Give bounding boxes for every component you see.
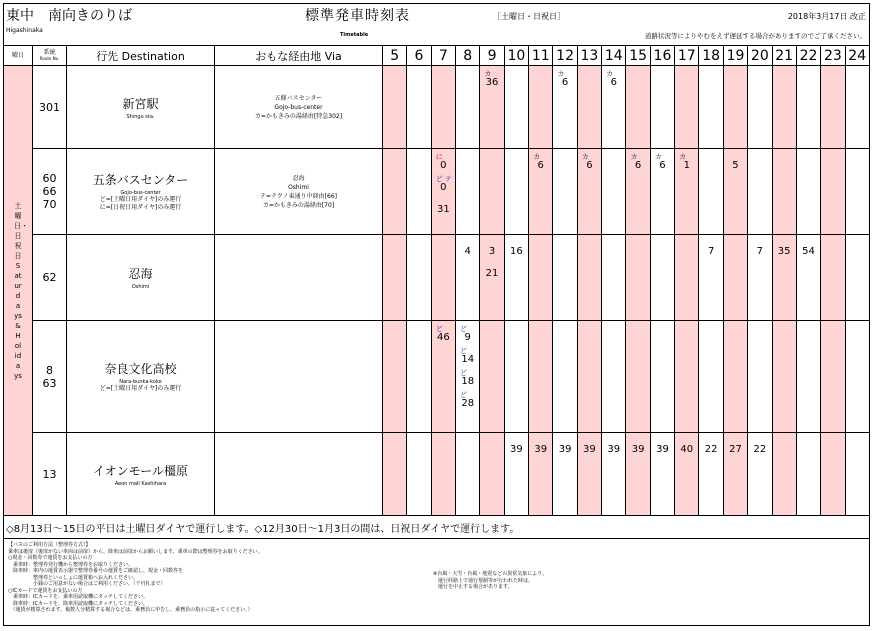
hour-cell-12 <box>553 149 577 235</box>
hour-cell-19 <box>723 235 747 321</box>
destination-name-en: Aeon mall Kashihara <box>114 480 167 487</box>
route-number: 60 66 70 <box>33 149 67 235</box>
hour-cell-12 <box>553 66 577 149</box>
hour-cell-14 <box>602 321 626 433</box>
footer-line: 運行経路上で通行規制等が行われた時は、 <box>433 577 534 584</box>
hour-header-9: 9 <box>480 46 504 66</box>
hour-cell-23 <box>821 149 845 235</box>
departure-minute: 6 <box>586 160 593 171</box>
destination-name: 五条バスセンター <box>92 173 189 187</box>
hour-cell-9 <box>480 66 504 149</box>
hour-cell-21 <box>772 433 796 516</box>
hour-header-17: 17 <box>675 46 699 66</box>
day-column-header: 曜日 <box>4 46 33 66</box>
hour-cell-24 <box>845 66 869 149</box>
hour-cell-23 <box>821 433 845 516</box>
hour-cell-7 <box>431 321 455 433</box>
hour-header-16: 16 <box>650 46 674 66</box>
departure-minute: 14 <box>461 354 475 365</box>
hour-cell-9 <box>480 235 504 321</box>
destination-column-header: 行先 Destination <box>67 46 215 66</box>
hour-cell-19 <box>723 66 747 149</box>
hour-cell-15 <box>626 235 650 321</box>
route-number: 62 <box>33 235 67 321</box>
hour-cell-13 <box>577 321 601 433</box>
hour-cell-10 <box>504 66 528 149</box>
hour-header-23: 23 <box>821 46 845 66</box>
departure-minute: 9 <box>464 332 471 343</box>
footer-line: ○現金・回数券で運賃をお支払いの方 <box>8 555 93 561</box>
departure-minute: 6 <box>537 160 544 171</box>
minute-mark: カ <box>484 70 492 78</box>
departure-minute: 6 <box>561 77 569 88</box>
day-type-vertical-label: 土曜日・日祝日 Saturdays & Holidays <box>14 201 28 380</box>
route-number: 301 <box>33 66 67 149</box>
hour-cell-6 <box>407 149 431 235</box>
hour-header-6: 6 <box>407 46 431 66</box>
minute-mark: カ <box>679 153 687 161</box>
destination <box>67 235 215 321</box>
hour-cell-21 <box>772 235 796 321</box>
hour-cell-6 <box>407 433 431 516</box>
destination-name-en: Gojo-bus-center <box>120 190 161 196</box>
destination-note: に=[日祝日用ダイヤ]のみ運行 <box>99 204 182 211</box>
hour-cell-10 <box>504 321 528 433</box>
minute-mark: ど テ <box>435 175 452 183</box>
minute-mark: カ <box>606 70 614 78</box>
minute-mark: に <box>435 153 443 161</box>
hour-cell-9 <box>480 149 504 235</box>
footer-line: 降車時：ICカードを、降車用読取機にタッチしてください。 <box>8 600 148 607</box>
via-line: テ=テクノ東通り中経由[66] <box>260 192 337 200</box>
hour-cell-14 <box>602 149 626 235</box>
hour-cell-24 <box>845 321 869 433</box>
destination <box>67 66 215 149</box>
hour-cell-12 <box>553 235 577 321</box>
footer-line: （運賃が精算されます。複数人分精算する場合などは、乗務員に申告し、乗務員の指示に従ってください。） <box>8 607 253 613</box>
hour-cell-15 <box>626 66 650 149</box>
destination <box>67 149 215 235</box>
departure-minute: 36 <box>485 77 499 88</box>
route-number: 8 63 <box>33 321 67 433</box>
hour-cell-11 <box>529 235 553 321</box>
via-stops <box>215 433 383 516</box>
via-stops <box>215 321 383 433</box>
hour-cell-15 <box>626 149 650 235</box>
table-row <box>4 235 870 321</box>
hour-cell-17 <box>675 433 699 516</box>
destination-name-en: Oshimi <box>131 284 150 290</box>
route-number: 13 <box>33 433 67 516</box>
table-row <box>4 321 870 433</box>
via-line: Oshimi <box>288 183 309 191</box>
via-line: 五條バスセンター <box>274 94 323 102</box>
destination-note: ど=[土曜日用ダイヤ]のみ運行 <box>99 385 182 392</box>
timetable <box>3 45 870 516</box>
minute-mark: カ <box>533 153 541 161</box>
hour-cell-17 <box>675 149 699 235</box>
hour-cell-7 <box>431 149 455 235</box>
departure-minute: 3 <box>488 246 496 257</box>
via-line: Gojo-bus-center <box>274 103 323 111</box>
hour-cell-21 <box>772 66 796 149</box>
route-header-en: Route No. <box>39 55 60 61</box>
destination <box>67 433 215 516</box>
hour-cell-5 <box>383 66 407 149</box>
minute-mark: ど <box>460 325 468 333</box>
minute-mark: カ <box>654 153 662 161</box>
destination-name: 奈良文化高校 <box>104 362 177 376</box>
hour-cell-18 <box>699 66 723 149</box>
hour-cell-7 <box>431 433 455 516</box>
departure-minute: 6 <box>659 160 666 171</box>
hour-cell-5 <box>383 321 407 433</box>
hour-cell-9 <box>480 433 504 516</box>
hour-cell-5 <box>383 433 407 516</box>
departure-minute: 27 <box>729 444 742 455</box>
route-header-jp: 系統 <box>43 48 56 56</box>
footer-line: ※台風・大雪・台風・地震などの異常気象により、 <box>433 571 548 577</box>
departure-minute: 6 <box>634 160 642 171</box>
hour-cell-22 <box>796 321 820 433</box>
minute-mark: ど <box>460 391 468 399</box>
hour-header-13: 13 <box>577 46 601 66</box>
hour-header-14: 14 <box>602 46 626 66</box>
via-line: カ=かもきみの湯経由[70] <box>262 201 335 209</box>
hour-cell-21 <box>772 149 796 235</box>
hour-cell-21 <box>772 321 796 433</box>
departure-minute: 39 <box>656 444 669 455</box>
hour-cell-10 <box>504 235 528 321</box>
hour-cell-14 <box>602 66 626 149</box>
minute-mark: ど <box>460 369 468 377</box>
hour-cell-10 <box>504 433 528 516</box>
hour-header-19: 19 <box>723 46 747 66</box>
footer-line: 整理券といっしょに運賃箱へお入れください。 <box>8 574 139 581</box>
minute-mark: ど <box>435 325 443 333</box>
minute-mark: カ <box>581 153 589 161</box>
hour-cell-19 <box>723 433 747 516</box>
hour-cell-7 <box>431 66 455 149</box>
departure-minute: 35 <box>777 246 791 257</box>
footer-line: 【バスのご利用方法（整理券方式）】 <box>8 542 91 548</box>
minute-mark: カ <box>557 70 565 78</box>
hour-header-22: 22 <box>796 46 820 66</box>
hour-cell-14 <box>602 235 626 321</box>
departure-minute: 46 <box>436 332 450 343</box>
hour-header-5: 5 <box>383 46 407 66</box>
hour-cell-11 <box>529 66 553 149</box>
via-line: 忍海 <box>292 174 305 182</box>
footer-line: 小銭のご用意がない場合はご利用ください。（千円札まで） <box>8 581 166 587</box>
departure-minute: 39 <box>534 444 548 455</box>
stop-name-en: Higashinaka <box>6 27 43 34</box>
hour-header-7: 7 <box>431 46 455 66</box>
hour-cell-19 <box>723 149 747 235</box>
hour-cell-12 <box>553 321 577 433</box>
hour-cell-23 <box>821 321 845 433</box>
hour-cell-12 <box>553 433 577 516</box>
hour-cell-5 <box>383 235 407 321</box>
hour-cell-8 <box>456 321 480 433</box>
hour-cell-18 <box>699 149 723 235</box>
stop-name: 東中 南向きのりば <box>6 8 132 24</box>
hour-cell-19 <box>723 321 747 433</box>
delay-notice: 道路状況等によりやむをえず遅延する場合がありますのでご了承ください。 <box>645 32 866 40</box>
weather-notice <box>433 571 547 591</box>
route-column-header <box>33 46 67 66</box>
hour-cell-7 <box>431 235 455 321</box>
hour-cell-15 <box>626 433 650 516</box>
footer-line: 乗車時：整理券発行機から整理券をお取りください。 <box>8 561 134 568</box>
hour-cell-6 <box>407 235 431 321</box>
hour-cell-18 <box>699 321 723 433</box>
hour-cell-20 <box>748 235 772 321</box>
via-stops <box>215 235 383 321</box>
departure-minute: 7 <box>756 246 764 257</box>
hour-header-21: 21 <box>772 46 796 66</box>
departure-minute: 5 <box>732 160 739 171</box>
departure-minute: 22 <box>753 444 767 455</box>
table-row <box>4 149 870 235</box>
footer-line: 運行を中止する場合があります。 <box>433 584 513 590</box>
hour-cell-13 <box>577 66 601 149</box>
hour-cell-18 <box>699 433 723 516</box>
table-row <box>4 66 870 149</box>
hour-cell-24 <box>845 149 869 235</box>
hour-cell-11 <box>529 149 553 235</box>
departure-minute: 28 <box>461 398 475 409</box>
hour-cell-11 <box>529 433 553 516</box>
hour-header-15: 15 <box>626 46 650 66</box>
departure-minute: 39 <box>607 444 621 455</box>
departure-minute: 39 <box>558 444 572 455</box>
departure-minute: 7 <box>707 246 715 257</box>
fare-instructions <box>8 542 263 614</box>
hour-cell-9 <box>480 321 504 433</box>
destination-note: ど=[土曜日用ダイヤ]のみ運行 <box>99 196 182 203</box>
hour-cell-24 <box>845 433 869 516</box>
hour-cell-22 <box>796 433 820 516</box>
departure-minute: 54 <box>802 246 815 257</box>
hour-cell-17 <box>675 321 699 433</box>
hour-cell-13 <box>577 433 601 516</box>
destination-name-en: Shingu sta. <box>126 113 155 120</box>
page-title-en: Timetable <box>340 32 369 38</box>
hour-cell-14 <box>602 433 626 516</box>
hour-cell-16 <box>650 66 674 149</box>
hour-cell-23 <box>821 235 845 321</box>
hour-cell-20 <box>748 321 772 433</box>
page-title: 標準発車時刻表 <box>305 8 410 24</box>
operation-note: ◇8月13日～15日の平日は土曜日ダイヤで運行します。◇12月30日～1月3日の間は、日祝日ダイヤで運行します。 <box>6 524 520 535</box>
departure-minute: 21 <box>485 268 499 279</box>
footer-line: 乗車は後扉（後扉がない車両は前扉）から、降車は前扉からお願いします。乗車の際は整理券をお取りください。 <box>8 548 263 555</box>
minute-mark: ど <box>460 347 468 355</box>
hour-cell-13 <box>577 235 601 321</box>
departure-minute: 40 <box>680 444 694 455</box>
hour-cell-13 <box>577 149 601 235</box>
hour-cell-10 <box>504 149 528 235</box>
hour-cell-8 <box>456 433 480 516</box>
departure-minute: 0 <box>440 160 447 171</box>
destination-name: 新宮駅 <box>122 96 159 111</box>
hour-header-18: 18 <box>699 46 723 66</box>
hour-cell-16 <box>650 235 674 321</box>
via-line: カ=かもきみの湯経由[特急302] <box>254 112 343 120</box>
destination <box>67 321 215 433</box>
footer-info <box>3 538 869 626</box>
departure-minute: 39 <box>583 444 596 455</box>
departure-minute: 1 <box>683 160 690 171</box>
hour-cell-16 <box>650 149 674 235</box>
hour-header-11: 11 <box>529 46 553 66</box>
hour-cell-17 <box>675 66 699 149</box>
hour-cell-24 <box>845 235 869 321</box>
hour-cell-6 <box>407 66 431 149</box>
revision-date: 2018年3月17日 改正 <box>787 12 866 21</box>
departure-minute: 39 <box>510 444 523 455</box>
hour-header-24: 24 <box>845 46 869 66</box>
via-stops <box>215 149 383 235</box>
hour-cell-22 <box>796 235 820 321</box>
hour-cell-22 <box>796 66 820 149</box>
hour-header-12: 12 <box>553 46 577 66</box>
day-type-cell <box>4 66 33 516</box>
footer-line: ○ICカードで運賃をお支払いの方 <box>8 587 83 594</box>
departure-minute: 22 <box>704 444 718 455</box>
hour-cell-16 <box>650 433 674 516</box>
timetable-header-row <box>4 46 870 66</box>
hour-cell-6 <box>407 321 431 433</box>
departure-minute: 39 <box>631 444 645 455</box>
table-row <box>4 433 870 516</box>
hour-cell-20 <box>748 433 772 516</box>
destination-name: 忍海 <box>128 267 153 281</box>
hour-cell-16 <box>650 321 674 433</box>
hour-cell-20 <box>748 66 772 149</box>
hour-header-8: 8 <box>456 46 480 66</box>
departure-minute: 31 <box>436 204 450 215</box>
hour-cell-18 <box>699 235 723 321</box>
departure-minute: 4 <box>464 246 471 257</box>
departure-minute: 16 <box>510 246 523 257</box>
departure-minute: 6 <box>610 77 617 88</box>
hour-cell-15 <box>626 321 650 433</box>
minute-mark: カ <box>630 153 638 161</box>
hour-cell-5 <box>383 149 407 235</box>
footer-line: 降車時：車内の運賃表示器で整理券番号の運賃をご確認し、現金・回数券を <box>8 568 184 574</box>
hour-cell-8 <box>456 235 480 321</box>
footer-line: 乗車時：ICカードを、乗車用読取機にタッチしてください。 <box>8 594 148 600</box>
departure-minute: 0 <box>440 182 447 193</box>
destination-name: イオンモール橿原 <box>93 463 188 478</box>
departure-minute: 18 <box>461 376 475 387</box>
hour-cell-8 <box>456 66 480 149</box>
hour-cell-11 <box>529 321 553 433</box>
hour-cell-17 <box>675 235 699 321</box>
day-type-label: ［土曜日・日祝日］ <box>493 12 565 21</box>
hour-cell-20 <box>748 149 772 235</box>
via-stops <box>215 66 383 149</box>
via-column-header: おもな経由地 Via <box>215 46 383 66</box>
hour-cell-23 <box>821 66 845 149</box>
hour-cell-22 <box>796 149 820 235</box>
hour-header-20: 20 <box>748 46 772 66</box>
destination-name-en: Nara-bunka-koko <box>119 379 162 385</box>
hour-header-10: 10 <box>504 46 528 66</box>
hour-cell-8 <box>456 149 480 235</box>
